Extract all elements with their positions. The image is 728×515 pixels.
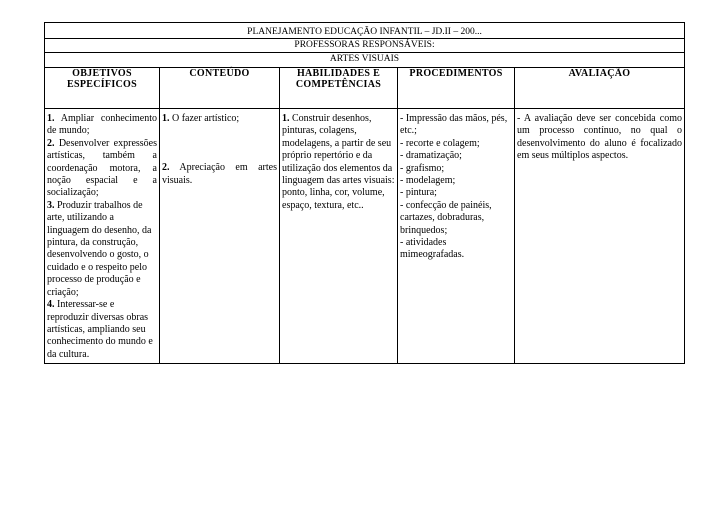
objetivo-item [47, 113, 157, 138]
objetivo-number: 2. [47, 137, 55, 149]
col-header-objetivos-text: OBJETIVOS ESPECÍFICOS [67, 68, 137, 90]
conteudo-item [162, 162, 277, 187]
conteudo-item [162, 113, 277, 125]
objetivo-number: 4. [47, 299, 55, 311]
col-header-procedimentos: PROCEDIMENTOS [398, 68, 515, 109]
procedimento-item: - atividades mimeografadas. [400, 237, 465, 261]
teachers-row [45, 39, 685, 53]
procedimento-item: - Impressão das mãos, pés, etc.; [400, 113, 508, 137]
conteudo-number: 2. [162, 162, 170, 174]
subject-row [45, 53, 685, 68]
col-header-habilidades [280, 68, 398, 109]
objetivo-item [47, 138, 157, 200]
procedimento-item: - modelagem; [400, 175, 456, 187]
procedimento-item: - dramatização; [400, 150, 462, 162]
procedimento-item: - recorte e colagem; [400, 137, 480, 149]
conteudo-cell [160, 109, 280, 364]
teachers-label: PROFESSORAS RESPONSÁVEIS: [45, 39, 685, 53]
col-header-conteudo: CONTEÚDO [160, 68, 280, 109]
column-header-row [45, 68, 685, 109]
objetivo-number: 1. [47, 113, 55, 124]
subject-title: ARTES VISUAIS [45, 53, 685, 68]
procedimentos-cell [398, 109, 515, 364]
objetivo-item [47, 299, 157, 361]
objetivo-text: Ampliar conhecimento de mundo; [47, 113, 157, 137]
habilidade-text: Construir desenhos, pinturas, colagens, modelagens, a partir de seu próprio repertório e da utilização dos elementos da linguagem das artes visuais: ponto, linha, cor, volume, espaço, textura, etc.. [282, 113, 395, 211]
document-title: PLANEJAMENTO EDUCAÇÃO INFANTIL – JD.II – 200... [45, 23, 685, 39]
habilidade-number: 1. [282, 113, 290, 124]
title-row [45, 23, 685, 39]
col-header-habilidades-text: HABILIDADES E COMPETÊNCIAS [295, 68, 382, 90]
procedimento-item: - confecção de painéis, cartazes, dobraduras, brinquedos; [400, 199, 492, 236]
objetivo-text: Produzir trabalhos de arte, utilizando a linguagem do desenho, da pintura, da construção, desenvolvendo o gosto, o cuidado e o respeito pelo processo de produção e criação; [47, 199, 152, 298]
conteudo-text: Apreciação em artes visuais. [162, 162, 277, 186]
conteudo-number: 1. [162, 113, 170, 124]
col-header-avaliacao: AVALIAÇÃO [515, 68, 685, 109]
habilidade-item [282, 113, 395, 212]
content-row [45, 109, 685, 364]
avaliacao-text: - A avaliação deve ser concebida como um processo contínuo, no qual o desenvolvimento do aluno é focalizado em seus múltiplos aspectos. [517, 113, 682, 162]
conteudo-text: O fazer artístico; [169, 113, 240, 124]
planning-table [44, 22, 685, 364]
objetivo-text: Interessar-se e reproduzir diversas obras artísticas, ampliando seu conhecimento do mundo e da cultura. [47, 299, 153, 360]
objetivo-number: 3. [47, 199, 55, 211]
objetivo-text: Desenvolver expressões artísticas, também a coordenação motora, a noção espacial e a socialização; [47, 137, 157, 199]
avaliacao-cell [515, 109, 685, 364]
habilidades-cell [280, 109, 398, 364]
col-header-objetivos [45, 68, 160, 109]
procedimento-item: - grafismo; [400, 162, 445, 174]
objetivos-cell [45, 109, 160, 364]
objetivo-item [47, 200, 157, 299]
procedimento-item: - pintura; [400, 187, 437, 199]
